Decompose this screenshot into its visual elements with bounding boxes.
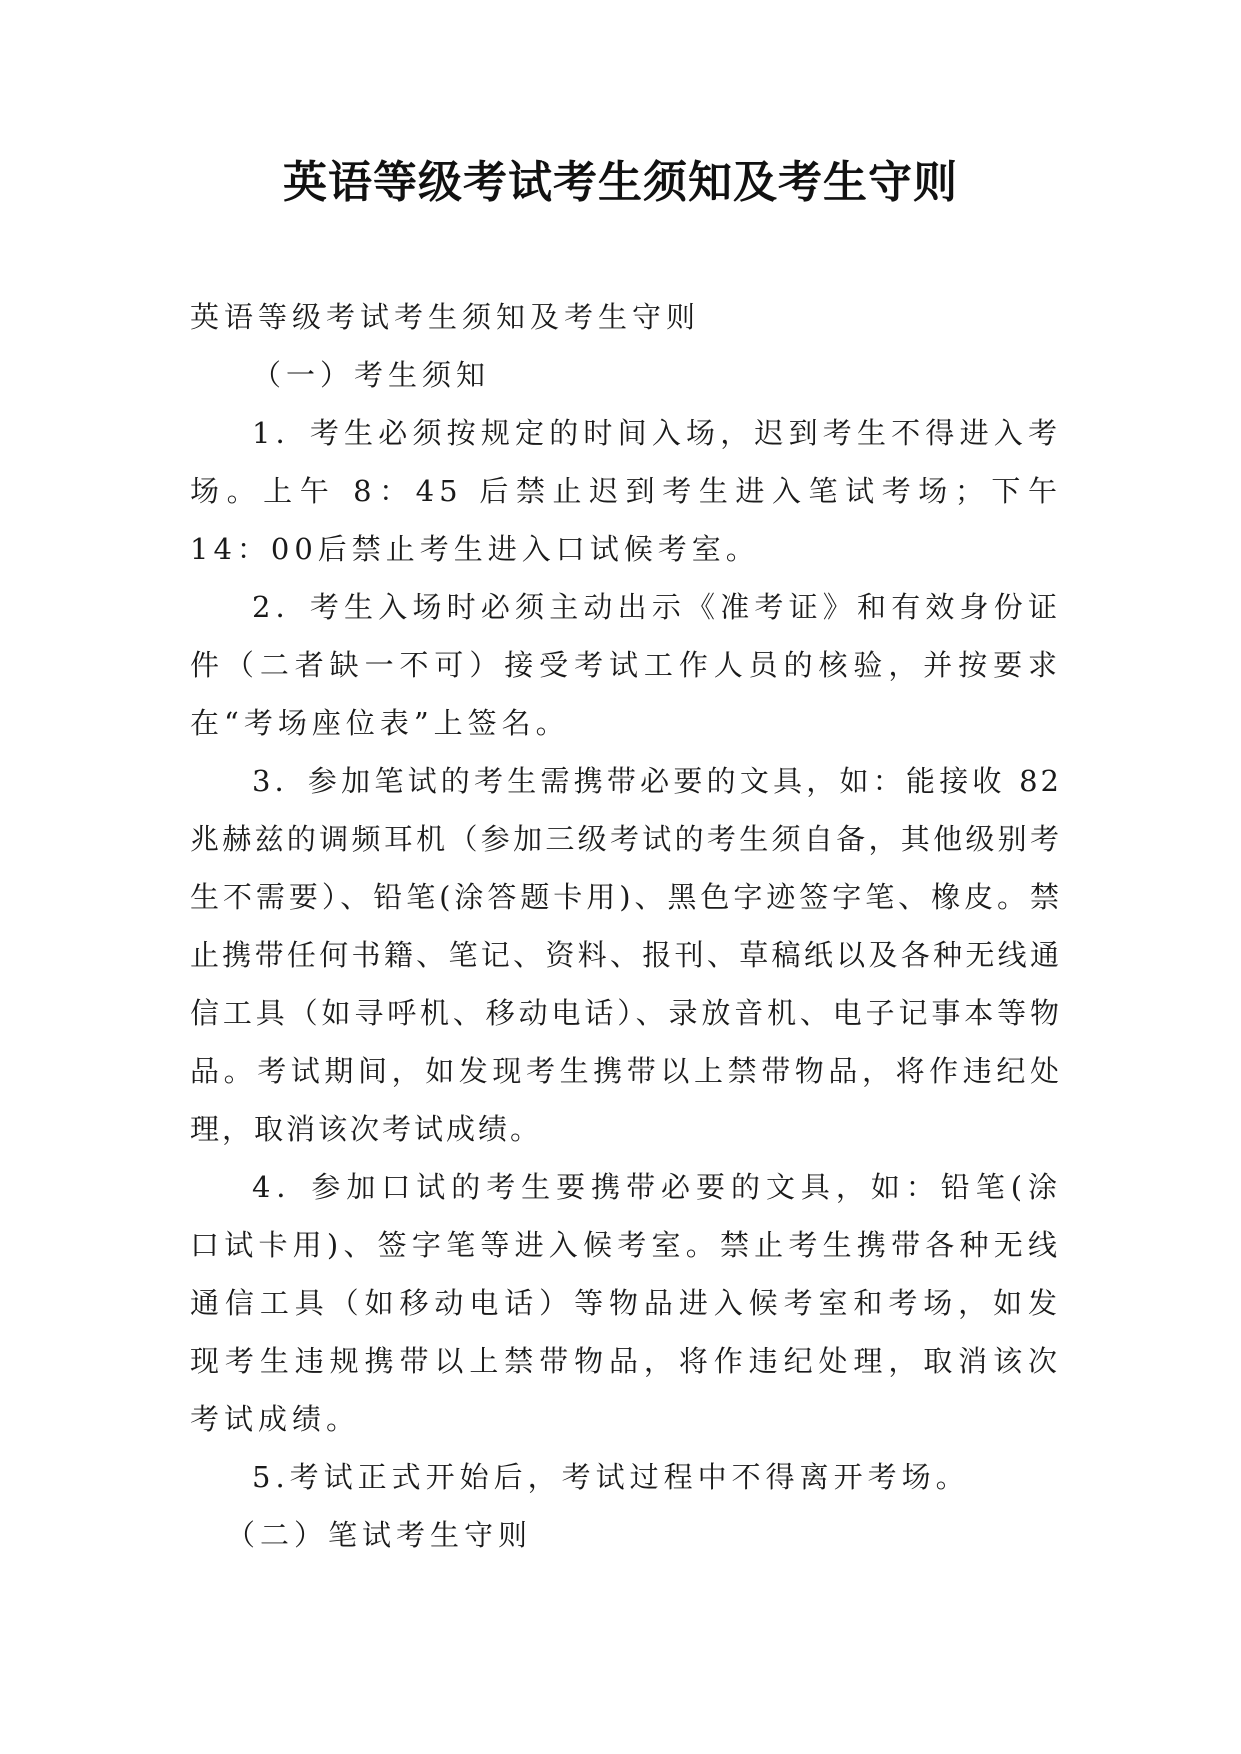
paragraph-1: 1．考生必须按规定的时间入场，迟到考生不得进入考场。上午 8：45 后禁止迟到考生进入笔试考场；下午 14：00后禁止考生进入口试候考室。 [190,416,1062,566]
section-heading-rules: （二）笔试考生守则 [226,1518,533,1552]
paragraph-3: 3．参加笔试的考生需携带必要的文具，如：能接收 82兆赫兹的调频耳机（参加三级考试的考生须自备，其他级别考生不需要）、铅笔(涂答题卡用)、黑色字迹签字笔、橡皮。禁止携带任何书籍、笔记、资料、报刊、草稿纸以及各种无线通信工具（如寻呼机、移动电话）、录放音机、电子记事本等物品。考试期间，如发现考生携带以上禁带物品，将作违纪处理，取消该次考试成绩。 [190,764,1062,1146]
section-heading-notice: （一）考生须知 [252,358,491,392]
paragraph-5: 5.考试正式开始后，考试过程中不得离开考场。 [252,1460,970,1494]
document-title: 英语等级考试考生须知及考生守则 [283,157,958,208]
document-subtitle: 英语等级考试考生须知及考生守则 [190,300,701,334]
paragraph-2: 2．考生入场时必须主动出示《准考证》和有效身份证件（二者缺一不可）接受考试工作人员的核验，并按要求在“考场座位表”上签名。 [190,590,1062,740]
document-body [190,288,1062,1564]
paragraph-4: 4．参加口试的考生要携带必要的文具，如：铅笔(涂口试卡用)、签字笔等进入候考室。禁止考生携带各种无线通信工具（如移动电话）等物品进入候考室和考场，如发现考生违规携带以上禁带物品，将作违纪处理，取消该次考试成绩。 [190,1170,1062,1436]
